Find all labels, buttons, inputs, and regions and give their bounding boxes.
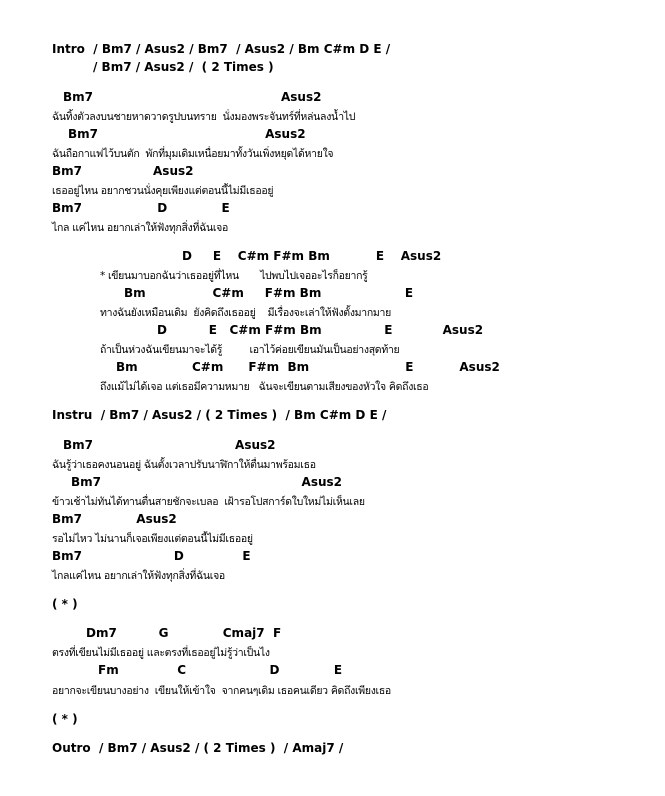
- chord-line: Bm7 Asus2: [52, 512, 177, 526]
- lyric-line: ฉันทิ้งตัวลงบนชายหาดวาดรูปบนทราย นั่งมองพระจันทร์ที่หล่นลงน้ำไป: [52, 111, 356, 123]
- chord-line: Bm7 Asus2: [71, 475, 342, 489]
- chord-line: Bm7 Asus2: [52, 164, 194, 178]
- chorus-lyric-line: ถึงแม้ไม่ได้เจอ แต่เธอมีความหมาย ฉันจะเขียนตามเสียงของหัวใจ คิดถึงเธอ: [100, 381, 429, 393]
- chord-line: Bm C#m F#m Bm E: [124, 286, 414, 300]
- lyric-line: รอไม่ไหว ไม่นานก็เจอเพียงแต่ตอนนี้ไม่มีเธออยู่: [52, 533, 253, 545]
- chord-line: Bm7 Asus2: [63, 438, 276, 452]
- outro-line: Outro / Bm7 / Asus2 / ( 2 Times ) / Amaj7 /: [52, 741, 344, 755]
- chord-line: D E C#m F#m Bm E Asus2: [182, 249, 442, 263]
- chorus-lyric-line: ถ้าเป็นห่วงฉันเขียนมาจะได้รู้ เอาไว้ค่อยเขียนมันเป็นอย่างสุดท้าย: [100, 344, 400, 356]
- bridge-lyric-line: ตรงที่เขียนไม่มีเธออยู่ และตรงที่เธออยู่ไม่รู้ว่าเป็นไง: [52, 647, 270, 659]
- chorus-lyric-line: ทางฉันยังเหมือนเดิม ยังคิดถึงเธออยู่ มีเรื่องจะเล่าให้ฟังตั้งมากมาย: [100, 307, 391, 319]
- chord-line: Bm7 D E: [52, 549, 251, 563]
- chord-line: Bm7 Asus2: [68, 127, 306, 141]
- intro-repeat-line: / Bm7 / Asus2 / ( 2 Times ): [93, 60, 274, 74]
- chord-line: Dm7 G Cmaj7 F: [86, 626, 282, 640]
- lyric-line: ข้าวเช้าไม่ทันได้ทานตื่นสายชักจะเบลอ เฝ้ารอโปสการ์ดใบใหม่ไม่เห็นเลย: [52, 496, 365, 508]
- lyric-line: ไกล แค่ไหน อยากเล่าให้ฟังทุกสิ่งที่ฉันเจอ: [52, 222, 228, 234]
- lyric-line: เธออยู่ไหน อยากชวนนั่งคุยเพียงแต่ตอนนี้ไม่มีเธออยู่: [52, 185, 274, 197]
- chorus-repeat-marker: ( * ): [52, 712, 78, 726]
- chorus-lyric-line: * เขียนมาบอกฉันว่าเธออยู่ที่ไหน ไปพบไปเจออะไรก็อยากรู้: [100, 270, 368, 282]
- lyric-line: ฉันรู้ว่าเธอคงนอนอยู่ ฉันตั้งเวลาปรับนาฬิกาให้ตื่นมาพร้อมเธอ: [52, 459, 316, 471]
- chord-line: Fm C D E: [98, 663, 343, 677]
- lyric-line: ไกลแค่ไหน อยากเล่าให้ฟังทุกสิ่งที่ฉันเจอ: [52, 570, 225, 582]
- chorus-repeat-marker: ( * ): [52, 597, 78, 611]
- chord-line: D E C#m F#m Bm E Asus2: [157, 323, 484, 337]
- bridge-lyric-line: อยากจะเขียนบางอย่าง เขียนให้เข้าใจ จากคนๆเดิม เธอคนเดียว คิดถึงเพียงเธอ: [52, 685, 391, 697]
- instrumental-line: Instru / Bm7 / Asus2 / ( 2 Times ) / Bm C#m D E /: [52, 408, 387, 422]
- intro-line: Intro / Bm7 / Asus2 / Bm7 / Asus2 / Bm C#m D E /: [52, 42, 391, 56]
- lyric-line: ฉันถือกาแฟไว้บนตัก พักที่มุมเดิมเหนื่อยมาทั้งวันเพิ่งหยุดได้หายใจ: [52, 148, 334, 160]
- chord-line: Bm C#m F#m Bm E Asus2: [116, 360, 500, 374]
- chord-line: Bm7 D E: [52, 201, 230, 215]
- chord-line: Bm7 Asus2: [63, 90, 322, 104]
